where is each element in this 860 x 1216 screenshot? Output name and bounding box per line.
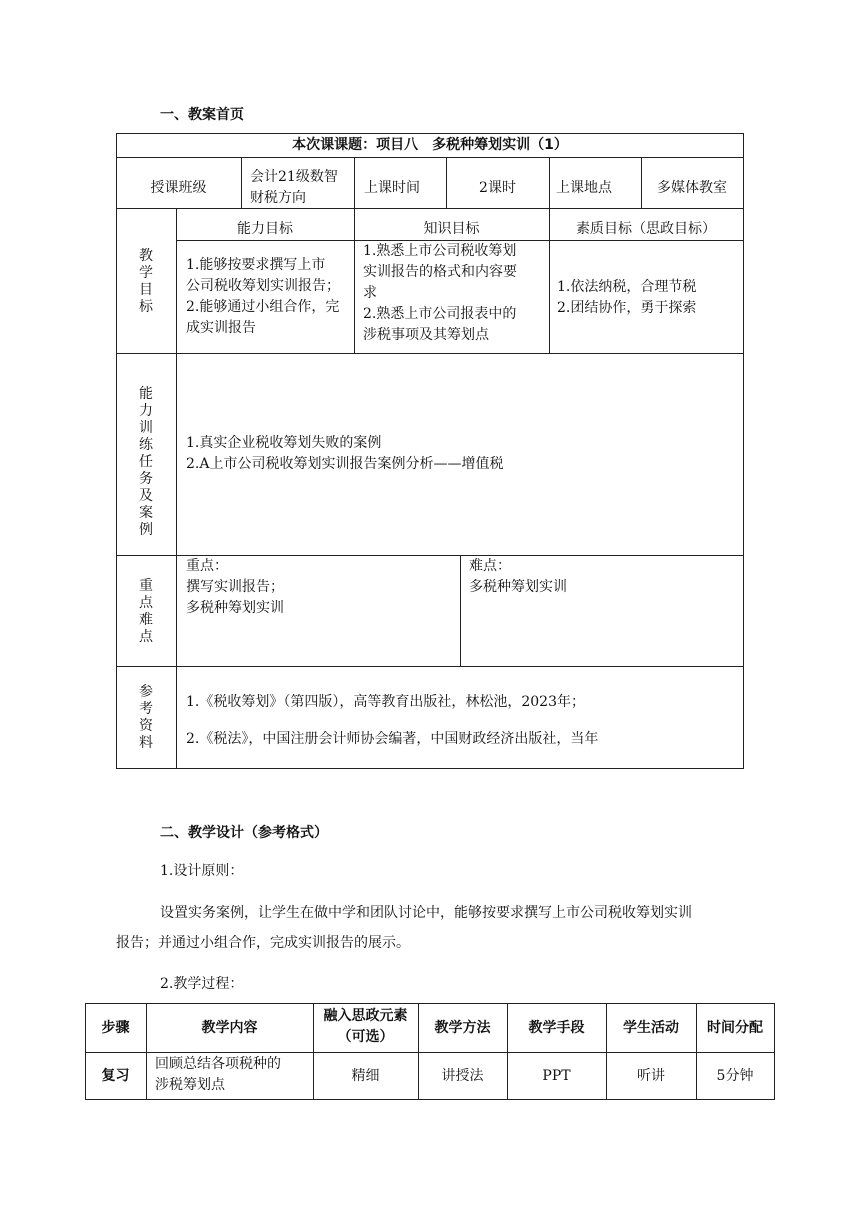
header-time: 时间分配 [707, 1020, 763, 1036]
header-ideology-line: 融入思政元素 [323, 1008, 408, 1024]
diff-line: 多税种筹划实训 [469, 579, 567, 595]
key-title: 重点： [186, 558, 228, 574]
quality-text [557, 277, 741, 319]
principle-text-line: 设置实务案例，让学生在做中学和团队讨论中，能够按要求撰写上市公司税收筹划实训 [160, 905, 692, 921]
principle-label: 1.设计原则： [160, 863, 244, 879]
row-content-line: 涉税筹划点 [155, 1077, 225, 1093]
knowledge-header: 知识目标 [423, 221, 480, 237]
row-means: PPT [542, 1068, 571, 1084]
row-method: 讲授法 [441, 1068, 484, 1084]
reference-item: 2.《税法》，中国注册会计师协会编著，中国财政经济出版社，当年 [186, 731, 599, 747]
header-content: 教学内容 [201, 1020, 258, 1036]
ability-line: 成实训报告 [186, 320, 256, 336]
principle-text-line: 报告；并通过小组合作，完成实训报告的展示。 [116, 935, 410, 951]
quality-header: 素质目标（思政目标） [576, 221, 716, 237]
place-label: 上课地点 [556, 180, 612, 196]
row-time: 5分钟 [716, 1068, 754, 1084]
ability-line: 2.能够通过小组合作，完 [186, 299, 340, 315]
knowledge-text [363, 241, 548, 346]
knowledge-line: 涉税事项及其筹划点 [363, 327, 489, 343]
knowledge-line: 求 [363, 285, 377, 301]
row-activity: 听讲 [637, 1068, 665, 1084]
diff-title: 难点： [469, 558, 511, 574]
quality-line: 1.依法纳税，合理节税 [557, 279, 697, 295]
training-items [186, 433, 736, 475]
row-ideology: 精细 [351, 1068, 380, 1084]
section1-title: 一、教案首页 [160, 107, 244, 123]
knowledge-line: 实训报告的格式和内容要 [363, 264, 517, 280]
ability-text [186, 255, 352, 339]
header-ideology-line: （可选） [337, 1029, 394, 1045]
key-line: 多税种筹划实训 [186, 600, 284, 616]
lesson-topic: 本次课课题：项目八 多税种筹划实训（1） [292, 137, 568, 153]
time-label: 上课时间 [364, 180, 420, 196]
training-item: 2.A上市公司税收筹划实训报告案例分析——增值税 [186, 456, 504, 472]
class-label: 授课班级 [150, 180, 207, 196]
knowledge-line: 1.熟悉上市公司税收筹划 [363, 243, 517, 259]
references-side-label: 参考资料 [139, 684, 153, 751]
header-step: 步骤 [101, 1020, 130, 1036]
place-value: 多媒体教室 [657, 180, 727, 196]
time-value: 2课时 [479, 180, 516, 196]
class-value-line: 会计21级数智 [250, 169, 338, 185]
row-content-line: 回顾总结各项税种的 [155, 1056, 281, 1072]
quality-line: 2.团结协作，勇于探索 [557, 300, 697, 316]
ability-header: 能力目标 [237, 221, 293, 237]
class-value-line: 财税方向 [250, 190, 306, 206]
keypoints-side-label: 重点难点 [139, 578, 153, 645]
row-step: 复习 [101, 1068, 130, 1084]
difficult-points [469, 556, 739, 598]
process-label: 2.教学过程： [160, 976, 244, 992]
training-side-label: 能力训练任务及案例 [139, 386, 153, 538]
training-item: 1.真实企业税收筹划失败的案例 [186, 435, 382, 451]
objectives-side-label: 教学目标 [139, 248, 153, 315]
key-line: 撰写实训报告； [186, 579, 284, 595]
reference-item: 1.《税收筹划》（第四版），高等教育出版社，林松池，2023年； [186, 694, 585, 710]
knowledge-line: 2.熟悉上市公司报表中的 [363, 306, 517, 322]
ability-line: 1.能够按要求撰写上市 [186, 257, 326, 273]
key-points [186, 556, 456, 619]
ability-line: 公司税收筹划实训报告； [186, 278, 340, 294]
section2-title: 二、教学设计（参考格式） [160, 825, 328, 841]
header-means: 教学手段 [528, 1020, 585, 1036]
row-content [155, 1054, 311, 1096]
header-ideology [313, 1006, 418, 1048]
class-value [250, 167, 354, 209]
header-activity: 学生活动 [623, 1020, 679, 1036]
header-method: 教学方法 [434, 1020, 491, 1036]
